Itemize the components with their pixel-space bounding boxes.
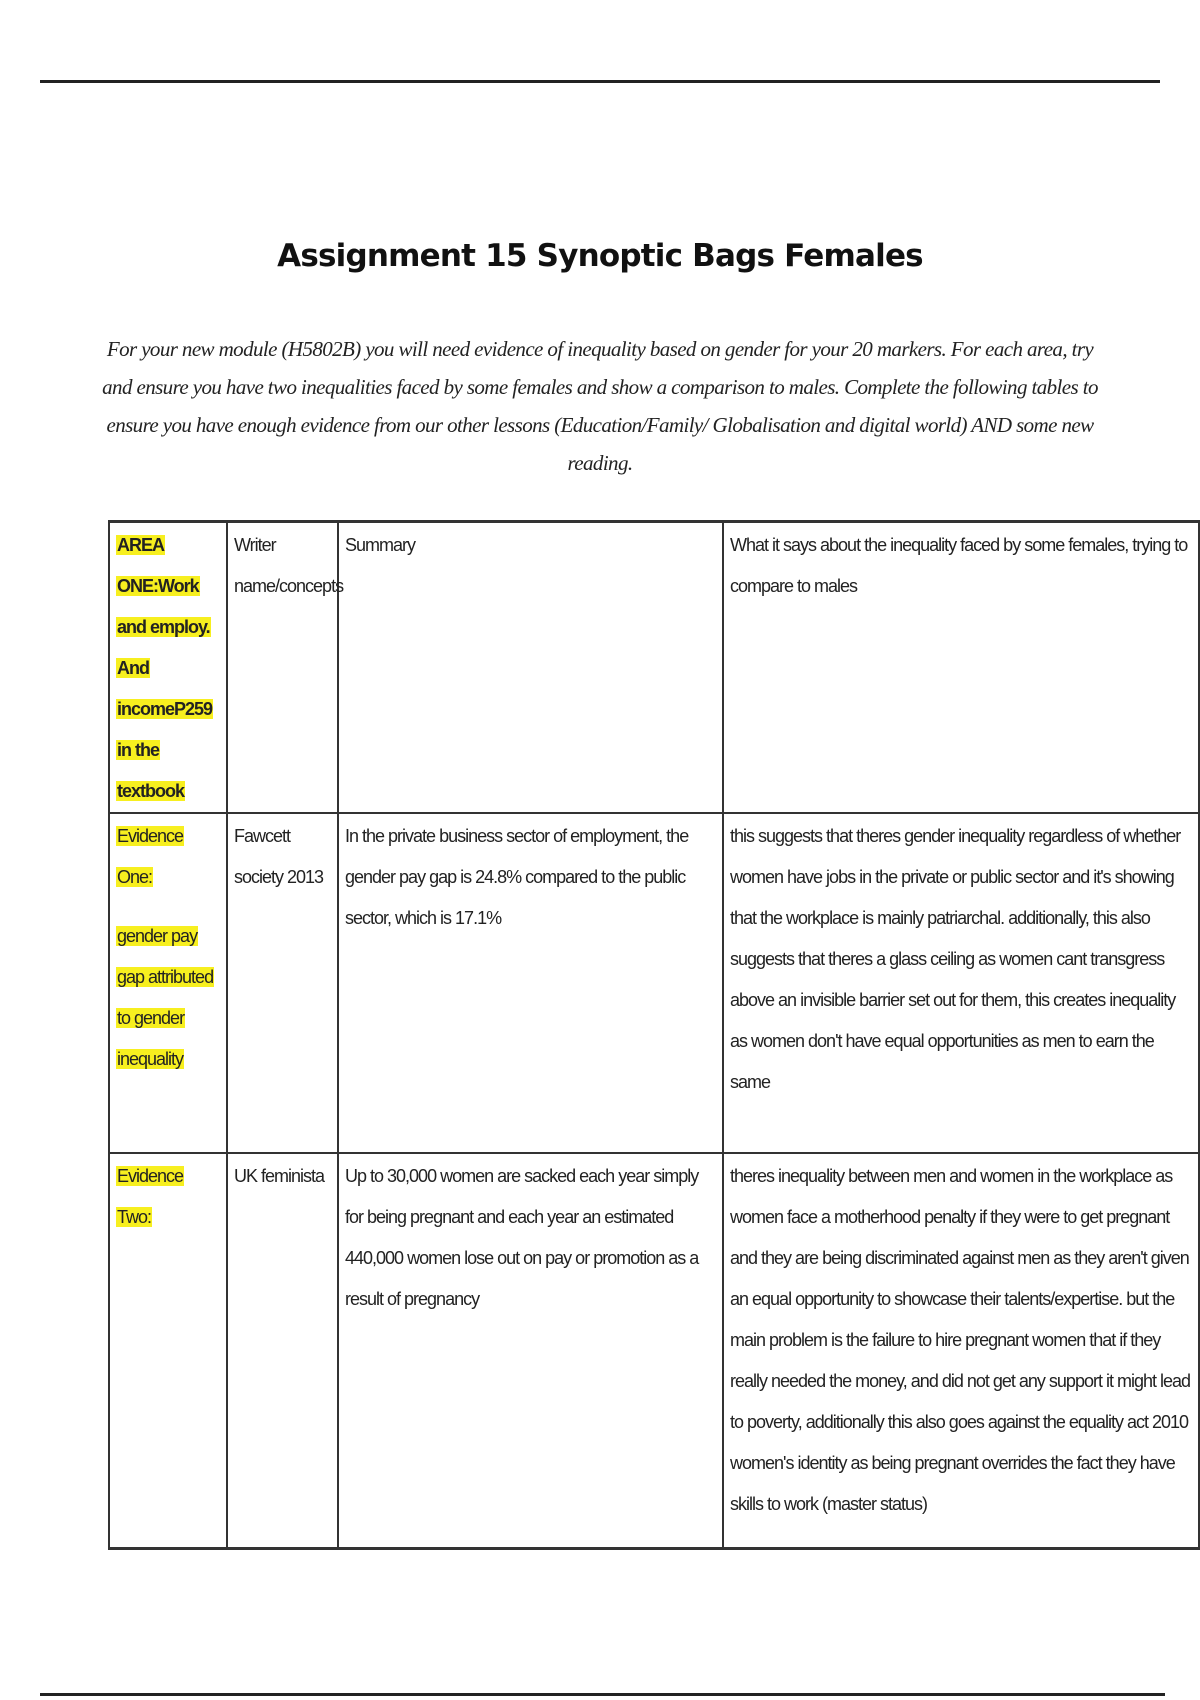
document-title: Assignment 15 Synoptic Bags Females — [277, 238, 923, 274]
area-heading-cell — [109, 522, 227, 814]
table-row — [109, 1153, 1199, 1548]
writer-cell — [227, 1153, 338, 1548]
evidence-table — [108, 520, 1200, 1550]
summary-cell — [338, 1153, 723, 1548]
top-divider — [40, 80, 1160, 83]
inequality-heading: What it says about the inequality faced by some females, trying to compare to males — [730, 535, 1188, 596]
evidence-label: Evidence One: — [117, 826, 184, 887]
inequality-cell — [723, 1153, 1199, 1548]
summary-text: Up to 30,000 women are sacked each year simply for being pregnant and each year an estimated 440,000 women lose out on pay or promotion as a result of pregnancy — [345, 1166, 699, 1309]
inequality-cell — [723, 813, 1199, 1153]
evidence-sublabel: gender pay gap attributed to gender inequality — [117, 926, 214, 1069]
area-heading: AREA ONE:Work and employ. And incomeP259 in the textbook — [117, 535, 213, 801]
evidence-label-cell — [109, 1153, 227, 1548]
summary-text: In the private business sector of employment, the gender pay gap is 24.8% compared to the public sector, which is 17.1% — [345, 826, 689, 928]
bottom-divider — [40, 1693, 1165, 1696]
writer-heading-cell — [227, 522, 344, 814]
writer-text: Fawcett society 2013 — [234, 826, 324, 887]
summary-heading: Summary — [345, 535, 416, 555]
summary-heading-cell — [338, 522, 723, 814]
intro-paragraph: For your new module (H5802B) you will need evidence of inequality based on gender for your 20 markers. For each area, try and ensure you have two inequalities faced by some females and show a comparison to males. Complete the following tables to ensure you have enough evidence from our other lessons (Education/Family/ Globalisation and digital world) AND some new reading. — [102, 337, 1098, 475]
inequality-heading-cell — [723, 522, 1199, 814]
evidence-label: Evidence Two: — [117, 1166, 184, 1227]
inequality-text: this suggests that theres gender inequality regardless of whether women have jobs in the private or public sector and it's showing that the workplace is mainly patriarchal. additionally, this also suggests that theres a glass ceiling as women cant transgress above an invisible barrier set out for them, this creates inequality as women don't have equal opportunities as men to earn the same — [730, 826, 1181, 1092]
evidence-label-cell — [109, 813, 227, 1153]
table-header-row — [109, 522, 1199, 814]
summary-cell — [338, 813, 723, 1153]
writer-text: UK feminista — [234, 1166, 325, 1186]
table-row — [109, 813, 1199, 1153]
writer-heading: Writer name/concepts — [234, 535, 344, 596]
inequality-text: theres inequality between men and women in the workplace as women face a motherhood penalty if they were to get pregnant and they are being discriminated against men as they aren't given an equal opportunity to showcase their talents/expertise. but the main problem is the failure to hire pregnant women that if they really needed the money, and did not get any support it might lead to poverty, additionally this also goes against the equality act 2010 women's identity as being pregnant overrides the fact they have skills to work (master status) — [730, 1166, 1191, 1514]
writer-cell — [227, 813, 338, 1153]
